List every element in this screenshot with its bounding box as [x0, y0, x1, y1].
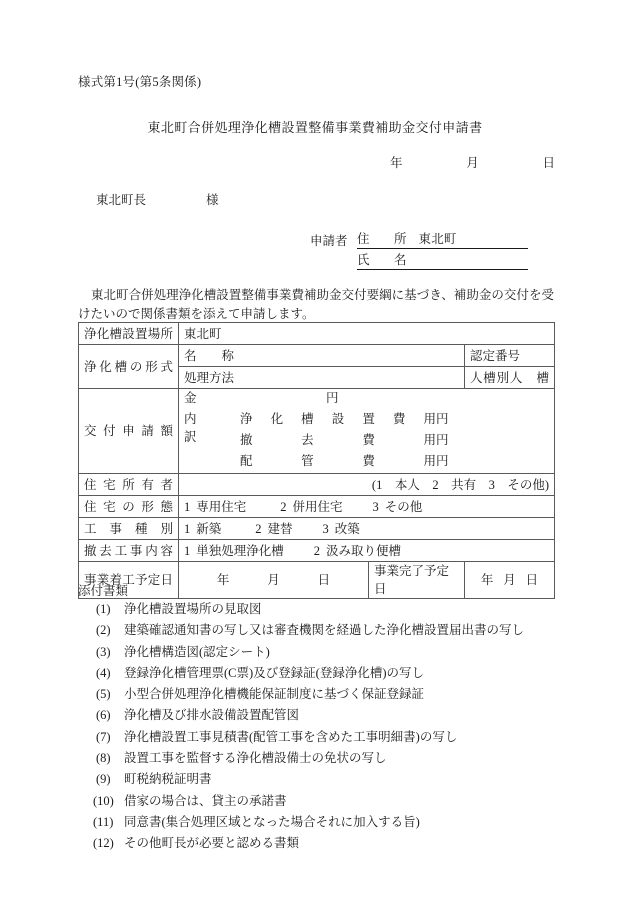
list-item — [78, 727, 578, 748]
method-label: 処理方法 — [184, 370, 235, 385]
option-number: 1 — [184, 543, 191, 558]
type-name-cell[interactable] — [179, 345, 465, 367]
attachment-number: (6) — [96, 708, 111, 723]
applicant-address-field[interactable] — [357, 229, 528, 249]
list-item — [78, 663, 578, 684]
option-text: 併用住宅 — [292, 499, 343, 514]
breakdown-item-unit: 円 — [436, 412, 449, 426]
house-type-options[interactable] — [179, 496, 555, 518]
applicant-name-row — [310, 249, 528, 270]
table-row-removal — [79, 540, 555, 562]
attachment-number: (1) — [96, 602, 111, 616]
intro-paragraph: 東北町合併処理浄化槽設置整備事業費補助金交付要綱に基づき、補助金の交付を受けたいので関係書類を添えて申請します。 — [78, 288, 554, 321]
option-text: 専用住宅 — [196, 499, 247, 514]
table-row-amount — [79, 389, 555, 474]
applicant-block — [310, 228, 528, 270]
attachment-text: 設置工事を監督する浄化槽設備士の免状の写し — [124, 751, 387, 766]
list-item — [78, 791, 578, 812]
list-item — [78, 705, 578, 726]
attachment-number: (10) — [93, 793, 114, 808]
document-title: 東北町合併処理浄化槽設置整備事業費補助金交付申請書 — [147, 120, 483, 135]
option-text: 建替 — [267, 521, 293, 536]
removal-options[interactable] — [179, 540, 555, 562]
type-label: 浄化槽の形式 — [79, 345, 179, 389]
breakdown-item-name: 撤 去 費 用 — [240, 433, 436, 447]
end-date-label: 事業完了予定日 — [369, 562, 465, 599]
table-row-type-name — [79, 345, 555, 367]
start-date-label: 事業着工予定日 — [79, 562, 179, 599]
cert-no-cell[interactable] — [465, 345, 555, 367]
amount-kin-label: 金 — [184, 391, 197, 405]
attachment-text: 小型合併処理浄化槽機能保証制度に基づく保証登録証 — [124, 687, 425, 702]
end-day-label: 日 — [525, 573, 539, 587]
addressee-name: 東北町長 — [96, 193, 147, 207]
attachment-text: 浄化槽設置場所の見取図 — [124, 602, 262, 616]
attachment-text: 浄化槽構造図(認定シート) — [124, 644, 270, 659]
applicant-address-value: 東北町 — [418, 232, 457, 246]
capacity-cell[interactable] — [465, 367, 555, 389]
list-item — [78, 748, 578, 769]
start-day-label: 日 — [317, 573, 331, 587]
application-table — [78, 322, 555, 599]
breakdown-item-unit: 円 — [436, 433, 449, 447]
addressee-honorific: 様 — [206, 193, 219, 207]
option-text: その他 — [384, 499, 423, 514]
work-type-options[interactable] — [179, 518, 555, 540]
list-item — [78, 642, 578, 663]
breakdown-line-2 — [184, 452, 549, 473]
option-number: 2 — [255, 521, 262, 536]
start-date-cell[interactable] — [179, 562, 369, 599]
cert-no-label: 認定番号 — [470, 348, 521, 363]
list-item — [78, 620, 578, 641]
attachment-text: 町税納税証明書 — [124, 772, 212, 787]
breakdown-item-name: 配 管 費 用 — [240, 454, 436, 468]
table-row-schedule — [79, 562, 555, 599]
end-date-fields — [470, 571, 549, 589]
list-item — [78, 599, 578, 620]
date-month-label: 月 — [466, 156, 479, 170]
applicant-address-row — [310, 228, 528, 249]
date-year-label: 年 — [390, 156, 403, 170]
end-month-label: 月 — [503, 573, 516, 587]
option-text: 新築 — [196, 521, 222, 536]
breakdown-label: 内 訳 — [184, 412, 228, 444]
applicant-label: 申請者 — [310, 234, 348, 248]
breakdown-item-name: 浄化槽設置費用 — [240, 412, 436, 426]
amount-yen-label: 円 — [326, 391, 339, 405]
applicant-name-field[interactable] — [357, 250, 528, 270]
option-number: 1 — [184, 499, 191, 514]
end-year-label: 年 — [480, 573, 494, 587]
applicant-name-label: 氏 名 — [357, 253, 413, 267]
attachments-list — [78, 599, 578, 855]
breakdown-item-unit: 円 — [436, 454, 449, 468]
type-name-label: 名 称 — [184, 348, 235, 363]
house-type-label: 住宅の形態 — [79, 496, 179, 518]
table-row-location — [79, 323, 555, 345]
attachment-number: (2) — [96, 623, 111, 638]
start-year-label: 年 — [216, 573, 230, 587]
attachment-text: 建築確認通知書の写し又は審査機関を経過した浄化槽設置届出書の写し — [124, 623, 525, 638]
owner-options[interactable]: (1 本人 2 共有 3 その他) — [179, 474, 555, 496]
work-type-label: 工事種別 — [79, 518, 179, 540]
table-row-owner — [79, 474, 555, 496]
attachments-title: 添付書類 — [78, 584, 129, 598]
attachment-text: 同意書(集合処理区域となった場合それに加入する旨) — [124, 814, 420, 829]
option-number: 2 — [313, 543, 321, 558]
option-number: 2 — [280, 499, 287, 514]
attachment-number: (11) — [93, 814, 114, 829]
attachment-text: 登録浄化槽管理票(C票)及び登録証(登録浄化槽)の写し — [124, 665, 424, 680]
capacity-unit: 人 槽 — [509, 370, 549, 385]
option-number: 1 — [184, 521, 191, 536]
removal-label: 撤去工事内容 — [79, 540, 179, 562]
list-item — [78, 769, 578, 790]
attachment-text: 浄化槽設置工事見積書(配管工事を含めた工事明細書)の写し — [124, 729, 458, 744]
option-text: 汲み取り便槽 — [326, 543, 402, 558]
start-date-fields — [184, 571, 363, 589]
attachment-text: 借家の場合は、貸主の承諾書 — [124, 793, 287, 808]
table-row-work-type — [79, 518, 555, 540]
attachment-number: (4) — [96, 665, 111, 680]
location-label: 浄化槽設置場所 — [79, 323, 179, 345]
list-item — [78, 833, 578, 854]
method-cell[interactable] — [179, 367, 465, 389]
amount-cell[interactable] — [179, 389, 555, 474]
amount-total-line — [184, 389, 549, 410]
attachment-number: (5) — [96, 687, 111, 702]
option-number: 3 — [372, 499, 379, 514]
amount-label: 交付申請額 — [79, 389, 179, 474]
attachment-text: その他町長が必要と認める書類 — [124, 836, 300, 851]
date-day-label: 日 — [542, 156, 555, 170]
form-number: 様式第1号(第5条関係) — [78, 75, 202, 89]
owner-label: 住宅所有者 — [79, 474, 179, 496]
submission-date-line — [390, 153, 555, 171]
start-month-label: 月 — [267, 573, 280, 587]
option-number: 3 — [322, 521, 329, 536]
attachment-number: (3) — [96, 644, 111, 659]
option-text: 単独処理浄化槽 — [196, 543, 284, 558]
table-row-house-type — [79, 496, 555, 518]
location-value[interactable]: 東北町 — [179, 323, 555, 345]
capacity-label: 人槽別 — [470, 370, 510, 385]
end-date-cell[interactable] — [465, 562, 555, 599]
attachment-text: 浄化槽及び排水設備設置配管図 — [124, 708, 300, 723]
attachment-number: (8) — [96, 751, 111, 766]
list-item — [78, 812, 578, 833]
attachment-number: (12) — [93, 836, 114, 851]
capacity-row — [470, 369, 549, 387]
list-item — [78, 684, 578, 705]
option-text: 改築 — [334, 521, 360, 536]
attachment-number: (9) — [96, 772, 111, 787]
attachment-number: (7) — [96, 729, 111, 744]
addressee — [96, 190, 219, 208]
applicant-address-label: 住 所 — [357, 232, 413, 246]
